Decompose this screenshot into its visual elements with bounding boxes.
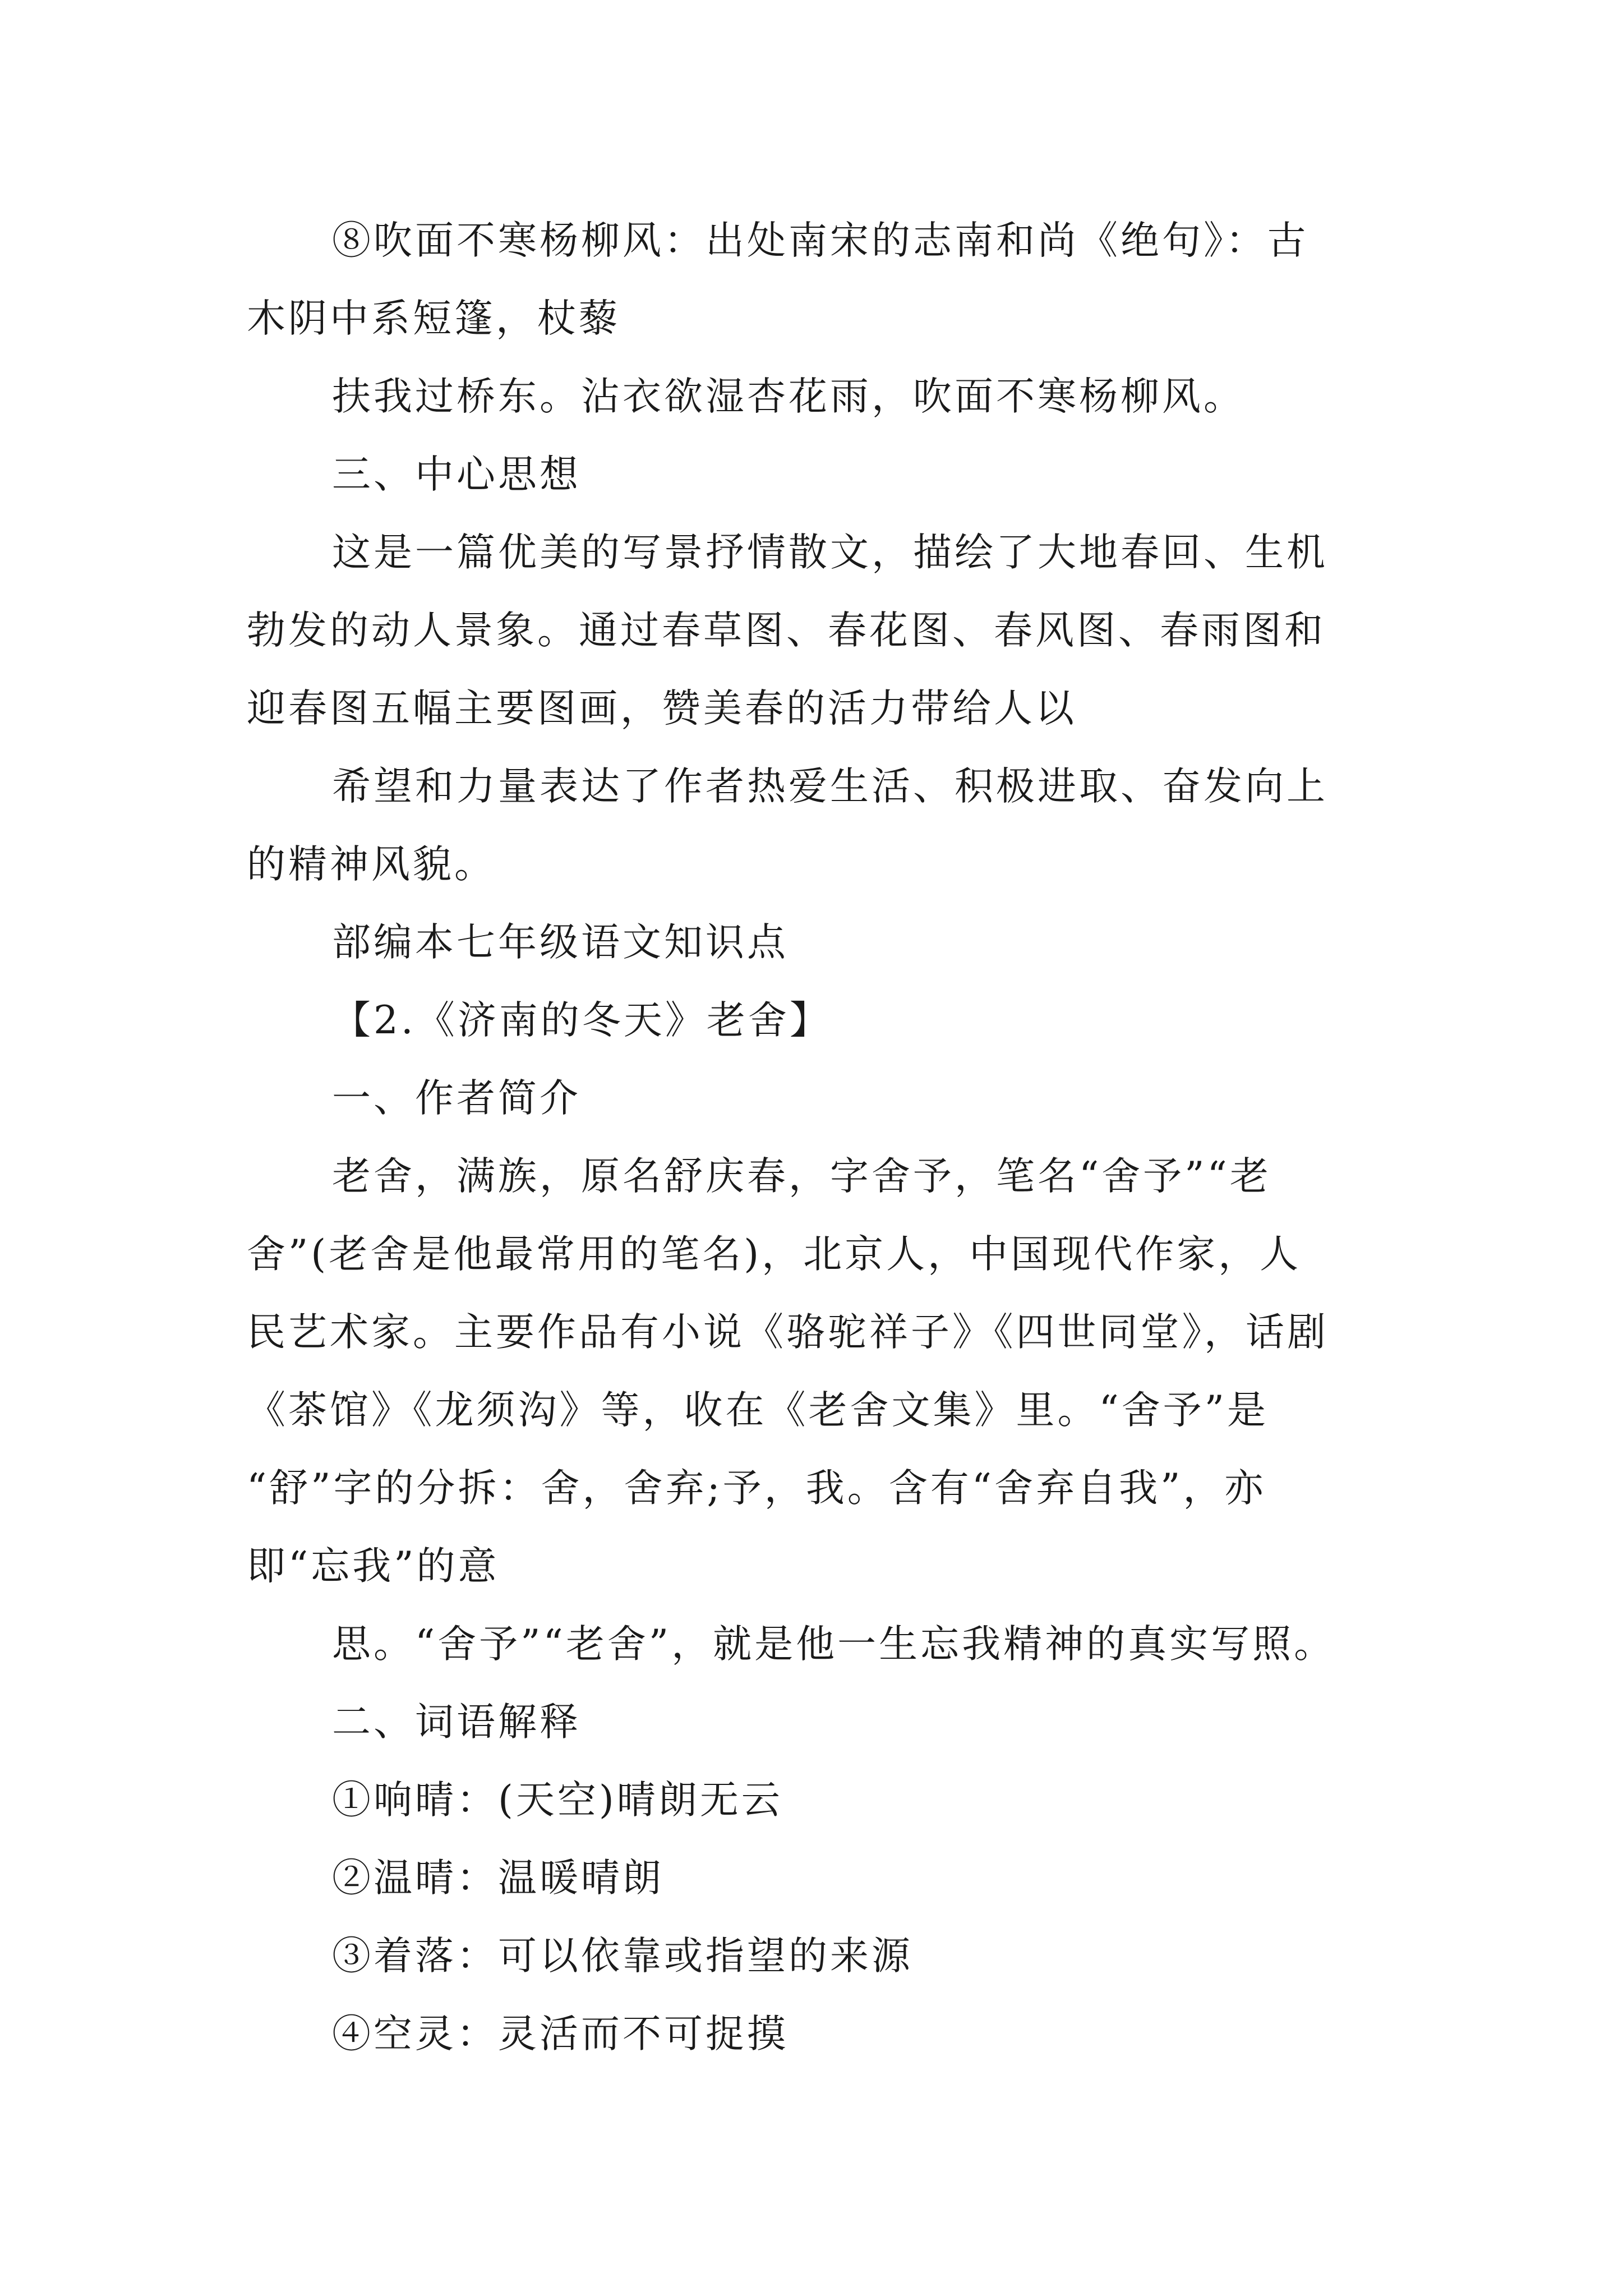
- paragraph-note-8: [247, 202, 1391, 358]
- text-line: 部编本七年级语文知识点: [332, 920, 789, 965]
- text-line: 的精神风貌。: [247, 842, 496, 887]
- section-heading-author-intro: [247, 1060, 1391, 1138]
- paragraph-central-idea-continued: [247, 748, 1391, 904]
- paragraph-central-idea: [247, 514, 1391, 748]
- text-line: 二、词语解释: [332, 1700, 581, 1745]
- text-line: ⑧吹面不寒杨柳风：出处南宋的志南和尚《绝句》：古: [332, 218, 1309, 263]
- text-line: “舒”字的分拆：舍，舍弃;予，我。含有“舍弃自我”，亦: [247, 1466, 1266, 1511]
- text-line: ③着落：可以依靠或指望的来源: [332, 1934, 913, 1978]
- paragraph-author-intro-continued: [247, 1605, 1391, 1683]
- text-line: ②温晴：温暖晴朗: [332, 1856, 664, 1901]
- document-page: [247, 202, 1391, 2073]
- text-line: 迎春图五幅主要图画，赞美春的活力带给人以: [247, 686, 1077, 731]
- section-title-knowledge-points: [247, 904, 1391, 982]
- paragraph-poem-continuation: [247, 358, 1391, 436]
- text-line: 思。“舍予”“老舍”，就是他一生忘我精神的真实写照。: [332, 1622, 1336, 1667]
- text-line: 扶我过桥东。沾衣欲湿杏花雨，吹面不寒杨柳风。: [332, 374, 1245, 419]
- text-line: 《茶馆》《龙须沟》等，收在《老舍文集》里。“舍予”是: [247, 1388, 1269, 1433]
- text-line: 这是一篇优美的写景抒情散文，描绘了大地春回、生机: [332, 530, 1328, 575]
- vocabulary-item-4: [247, 1995, 1391, 2073]
- text-line: 老舍，满族，原名舒庆春，字舍予，笔名“舍予”“老: [332, 1154, 1271, 1199]
- paragraph-author-intro: [247, 1138, 1391, 1605]
- lesson-title: [247, 982, 1391, 1060]
- section-heading-central-idea: [247, 436, 1391, 514]
- section-heading-vocabulary: [247, 1683, 1391, 1761]
- text-line: 一、作者简介: [332, 1076, 581, 1121]
- text-line: 民艺术家。主要作品有小说《骆驼祥子》《四世同堂》，话剧: [247, 1310, 1329, 1355]
- text-line: 勃发的动人景象。通过春草图、春花图、春风图、春雨图和: [247, 608, 1326, 653]
- text-line: 舍”(老舍是他最常用的笔名)，北京人，中国现代作家，人: [247, 1232, 1302, 1277]
- text-line: 三、中心思想: [332, 452, 581, 497]
- text-line: 即“忘我”的意: [247, 1544, 500, 1589]
- vocabulary-item-1: [247, 1761, 1391, 1839]
- text-line: 木阴中系短篷，杖藜: [247, 296, 620, 341]
- text-line: ④空灵：灵活而不可捉摸: [332, 2012, 789, 2056]
- vocabulary-item-3: [247, 1917, 1391, 1995]
- text-line: 希望和力量表达了作者热爱生活、积极进取、奋发向上: [332, 764, 1328, 809]
- text-line: ①响晴：(天空)晴朗无云: [332, 1778, 783, 1823]
- vocabulary-item-2: [247, 1839, 1391, 1917]
- text-line: 【2.《济南的冬天》老舍】: [332, 998, 831, 1043]
